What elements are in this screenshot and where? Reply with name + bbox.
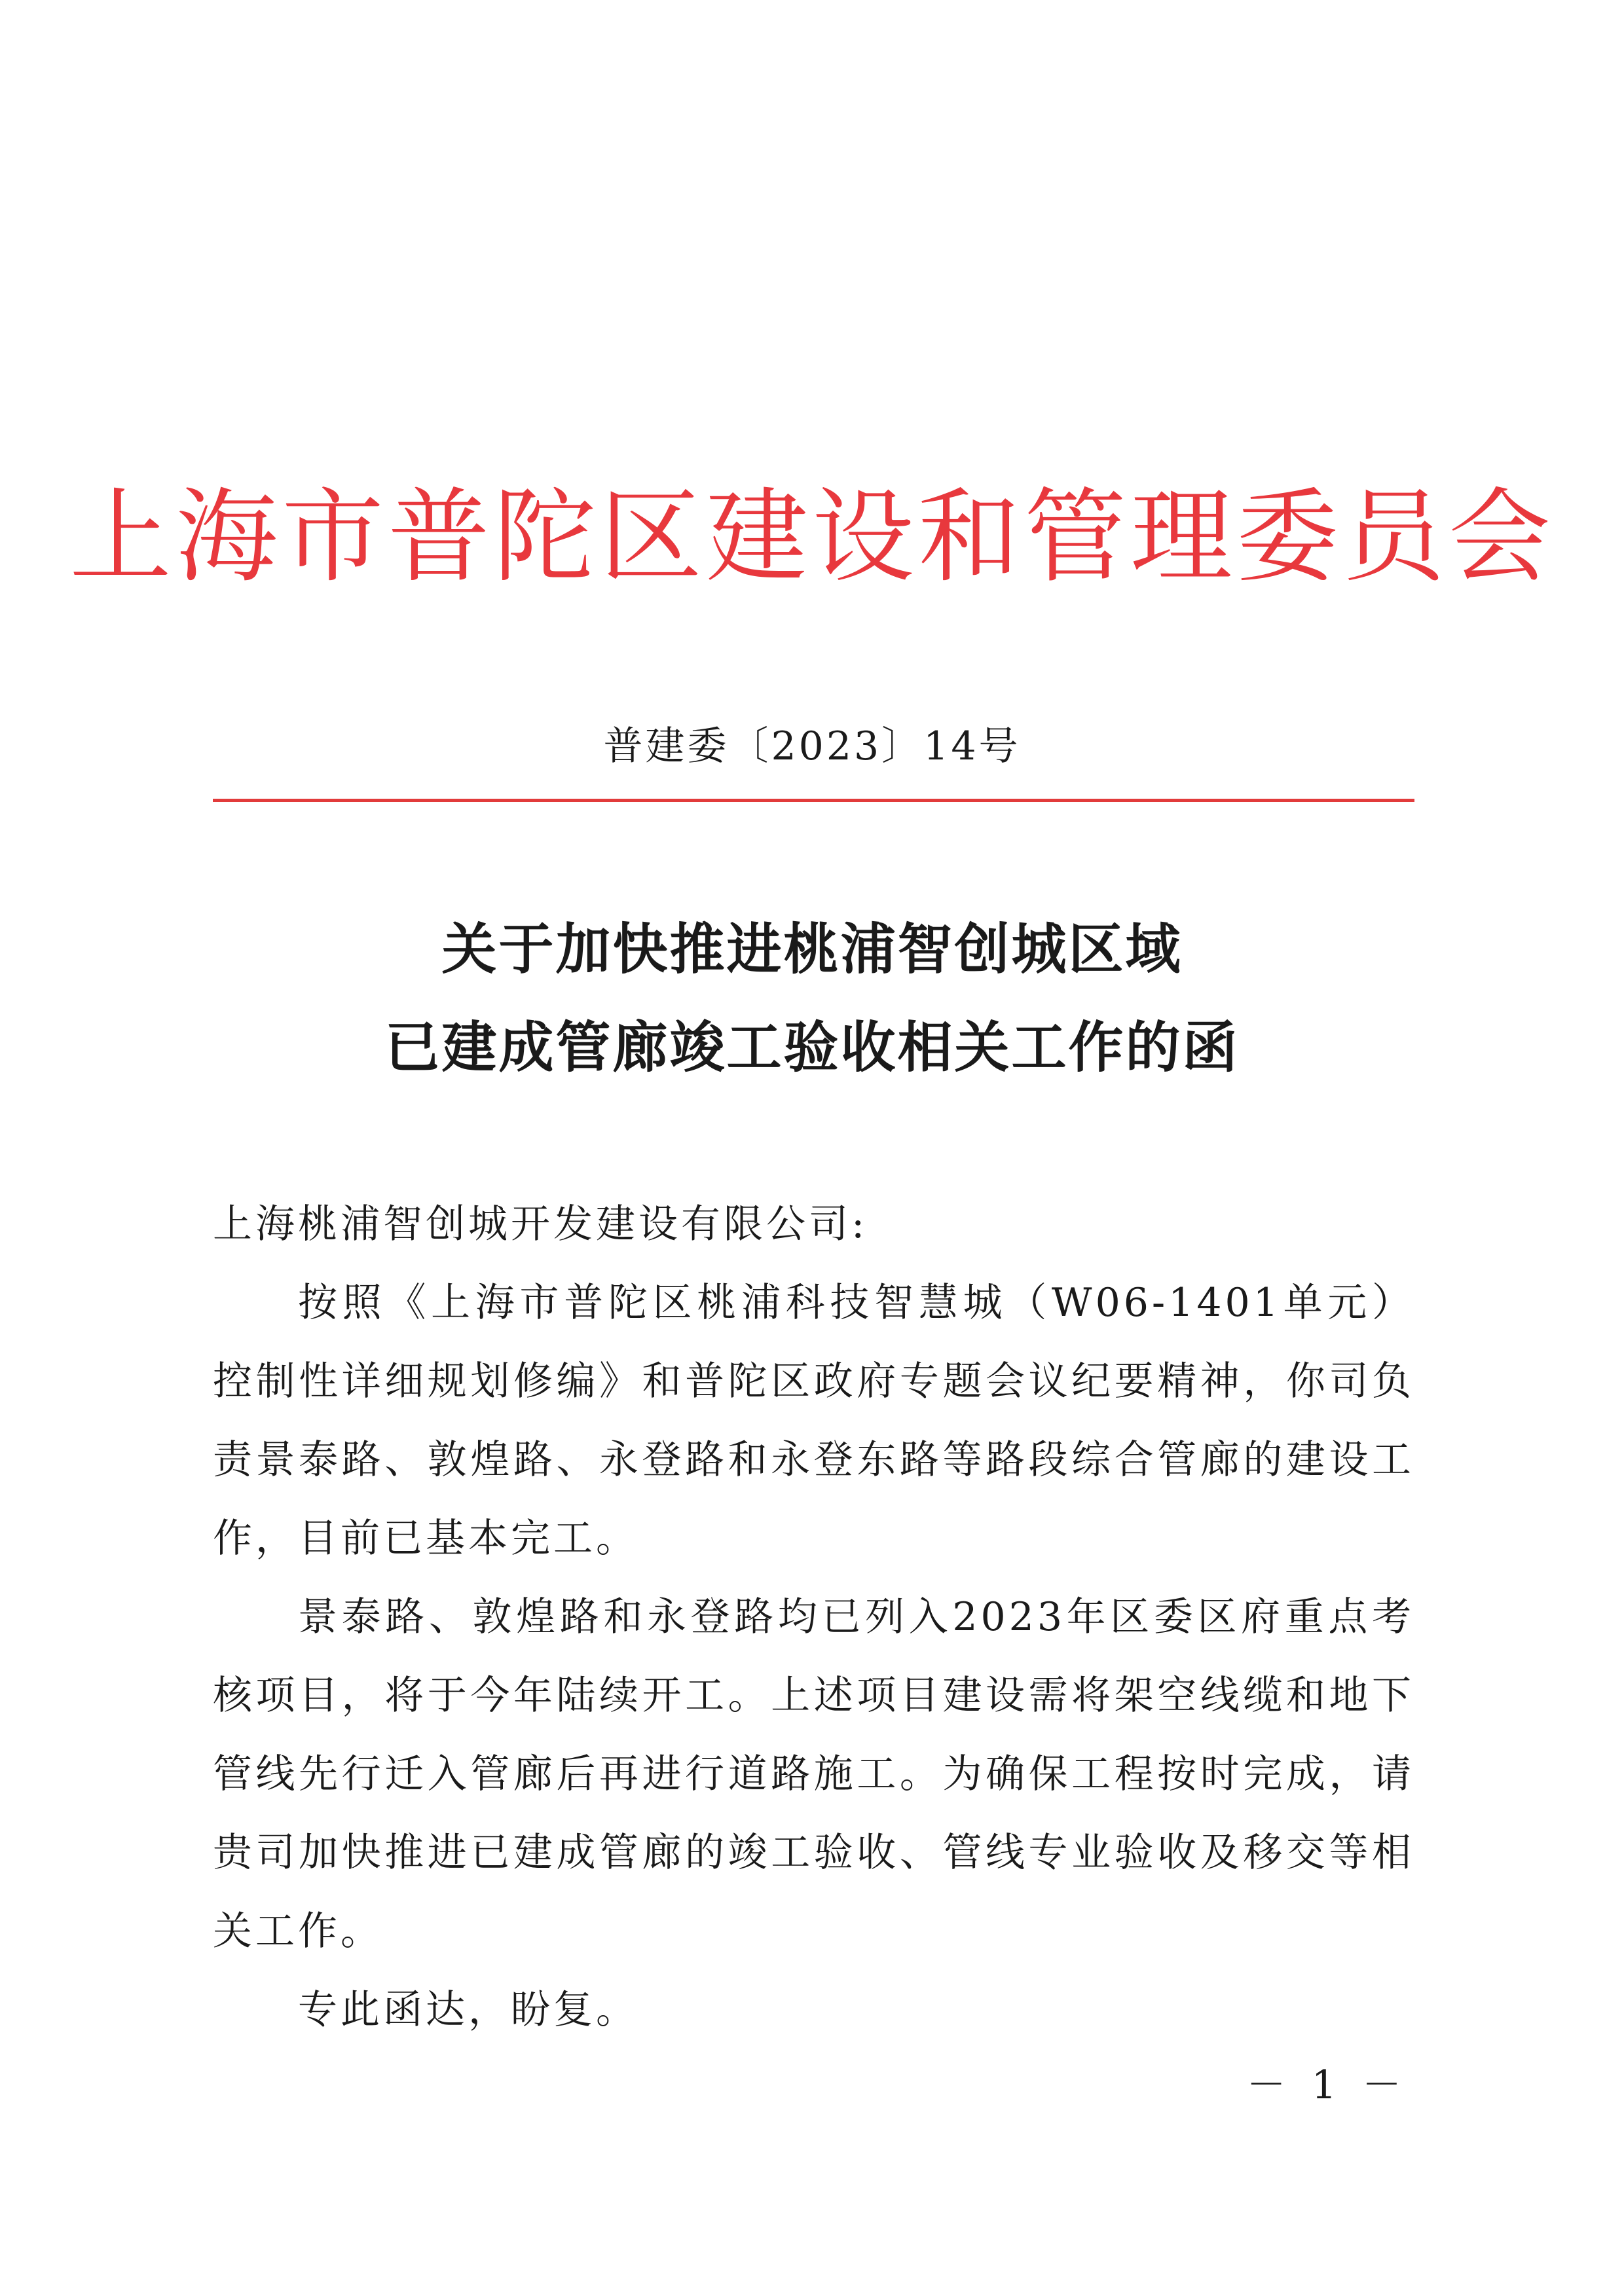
document-number: 普建委〔2023〕14号 xyxy=(603,723,1021,769)
letter-body xyxy=(213,1264,1414,2049)
body-paragraph: 景泰路、敦煌路和永登路均已列入2023年区委区府重点考核项目，将于今年陆续开工。上述项目建设需将架空线缆和地下管线先行迁入管廊后再进行道路施工。为确保工程按时完成，请贵司加快推进已建成管廊的竣工验收、管线专业验收及移交等相关工作。 xyxy=(213,1594,1414,1954)
document-title-line-1: 关于加快推进桃浦智创城区域 xyxy=(441,917,1183,981)
document-title xyxy=(0,900,1624,1097)
issuing-authority-header: 上海市普陀区建设和管理委员会 xyxy=(69,477,1555,596)
document-title-line-2: 已建成管廊竣工验收相关工作的函 xyxy=(384,1015,1240,1080)
page-number: － 1 － xyxy=(1246,2062,1408,2108)
body-paragraph: 专此函达，盼复。 xyxy=(298,1987,638,2033)
body-paragraph: 按照《上海市普陀区桃浦科技智慧城（W06-1401单元）控制性详细规划修编》和普陀区政府专题会议纪要精神，你司负责景泰路、敦煌路、永登路和永登东路等路段综合管廊的建设工作，目前已基本完工。 xyxy=(213,1280,1414,1561)
red-separator-line xyxy=(213,799,1414,802)
addressee: 上海桃浦智创城开发建设有限公司: xyxy=(213,1201,868,1247)
